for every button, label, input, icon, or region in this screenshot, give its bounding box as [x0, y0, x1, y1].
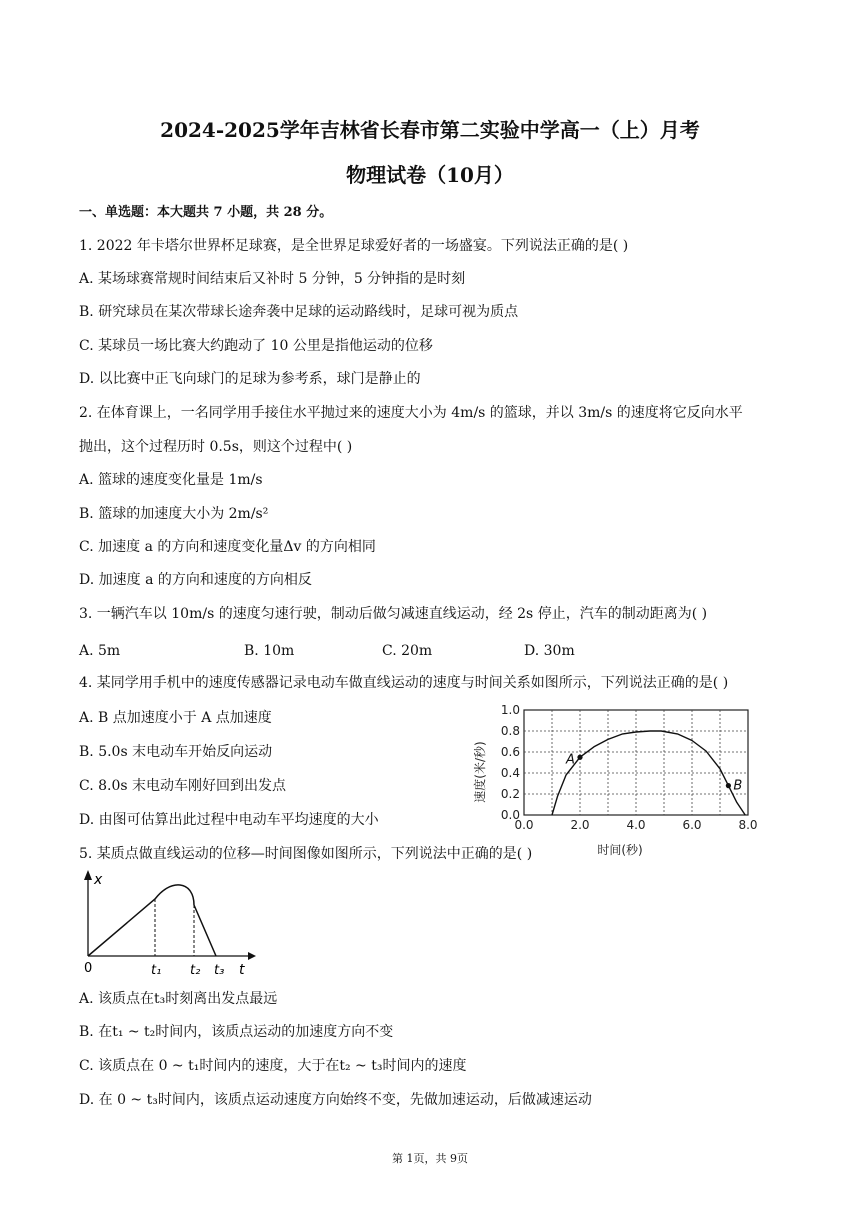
- title-line-2: 物理试卷（10月）: [346, 163, 514, 187]
- position-time-sketch: [76, 868, 256, 980]
- vt-xtick-label: 4.0: [626, 818, 646, 832]
- q5-option-d: D. 在 0 ~ t₃时间内，该质点运动速度方向始终不变，先做加速运动，后做减速运动: [79, 1092, 592, 1108]
- q1-option-a: A. 某场球赛常规时间结束后又补时 5 分钟，5 分钟指的是时刻: [79, 271, 466, 287]
- q3-stem: 3. 一辆汽车以 10m/s 的速度匀速行驶，制动后做匀减速直线运动，经 2s 停止，汽车的制动距离为( ): [79, 606, 708, 622]
- vt-xtick-label: 6.0: [682, 818, 702, 832]
- xt-tick-t2: t₂: [190, 963, 201, 978]
- xt-ylabel: x: [94, 872, 103, 888]
- xt-tick-t1: t₁: [151, 963, 162, 978]
- xt-tick-t3: t₃: [214, 963, 225, 978]
- xt-x-arrow: [248, 952, 256, 960]
- title-line-1: 2024-2025学年吉林省长春市第二实验中学高一（上）月考: [160, 118, 700, 142]
- section-heading: 一、单选题：本大题共 7 小题，共 28 分。: [79, 205, 333, 220]
- q2-option-b: B. 篮球的加速度大小为 2m/s²: [79, 506, 269, 522]
- vt-xtick-label: 2.0: [570, 818, 590, 832]
- xt-origin: 0: [84, 961, 93, 976]
- q3-option-c: C. 20m: [382, 643, 433, 659]
- q1-option-c: C. 某球员一场比赛大约跑动了 10 公里是指他运动的位移: [79, 338, 433, 354]
- q5-option-b: B. 在t₁ ~ t₂时间内，该质点运动的加速度方向不变: [79, 1024, 394, 1040]
- vt-xtick-label: 8.0: [738, 818, 758, 832]
- vt-ytick-label: 1.0: [500, 703, 520, 717]
- vt-xtick-label: 0.0: [514, 818, 534, 832]
- q5-option-c: C. 该质点在 0 ~ t₁时间内的速度，大于在t₂ ~ t₃时间内的速度: [79, 1058, 467, 1074]
- xt-curve: [88, 885, 216, 956]
- q2-option-a: A. 篮球的速度变化量是 1m/s: [79, 472, 263, 488]
- q5-option-a: A. 该质点在t₃时刻离出发点最远: [79, 991, 278, 1007]
- q1-option-b: B. 研究球员在某次带球长途奔袭中足球的运动路线时，足球可视为质点: [79, 304, 519, 320]
- xt-y-arrow: [84, 870, 92, 880]
- vt-ytick-label: 0.2: [500, 787, 520, 801]
- vt-point-a: [577, 755, 582, 760]
- velocity-time-chart: [466, 700, 766, 860]
- vt-xlabel: 时间(秒): [597, 843, 643, 857]
- q4-option-a: A. B 点加速度小于 A 点加速度: [79, 710, 272, 726]
- vt-ytick-label: 0.6: [500, 745, 520, 759]
- q1-stem: 1. 2022 年卡塔尔世界杯足球赛，是全世界足球爱好者的一场盛宴。下列说法正确的是( ): [79, 238, 629, 254]
- q4-option-b: B. 5.0s 末电动车开始反向运动: [79, 744, 273, 760]
- q1-option-d: D. 以比赛中正飞向球门的足球为参考系，球门是静止的: [79, 371, 421, 387]
- q2-option-d: D. 加速度 a 的方向和速度的方向相反: [79, 572, 312, 588]
- vt-ytick-label: 0.8: [500, 724, 520, 738]
- vt-point-label: B: [733, 778, 743, 794]
- page-footer: 第 1页，共 9页: [392, 1152, 468, 1165]
- q3-option-d: D. 30m: [524, 643, 575, 659]
- vt-point-b: [726, 783, 731, 788]
- q2-stem-line2: 抛出，这个过程历时 0.5s，则这个过程中( ): [79, 439, 353, 455]
- q3-option-b: B. 10m: [244, 643, 295, 659]
- vt-ylabel: 速度(米/秒): [473, 741, 487, 803]
- q4-option-c: C. 8.0s 末电动车刚好回到出发点: [79, 778, 287, 794]
- q5-stem: 5. 某质点做直线运动的位移—时间图像如图所示，下列说法中正确的是( ): [79, 846, 533, 862]
- q2-option-c: C. 加速度 a 的方向和速度变化量Δv 的方向相同: [79, 539, 376, 555]
- q4-stem: 4. 某同学用手机中的速度传感器记录电动车做直线运动的速度与时间关系如图所示，下列说法正确的是( ): [79, 675, 729, 691]
- vt-point-label: A: [566, 752, 575, 768]
- vt-ytick-label: 0.4: [500, 766, 520, 780]
- q4-option-d: D. 由图可估算出此过程中电动车平均速度的大小: [79, 812, 379, 828]
- q3-option-a: A. 5m: [79, 643, 121, 659]
- xt-xlabel: t: [239, 962, 245, 978]
- q2-stem-line1: 2. 在体育课上，一名同学用手接住水平抛过来的速度大小为 4m/s 的篮球，并以 3m/s 的速度将它反向水平: [79, 405, 743, 421]
- vt-ytick-label: 0.0: [500, 808, 520, 822]
